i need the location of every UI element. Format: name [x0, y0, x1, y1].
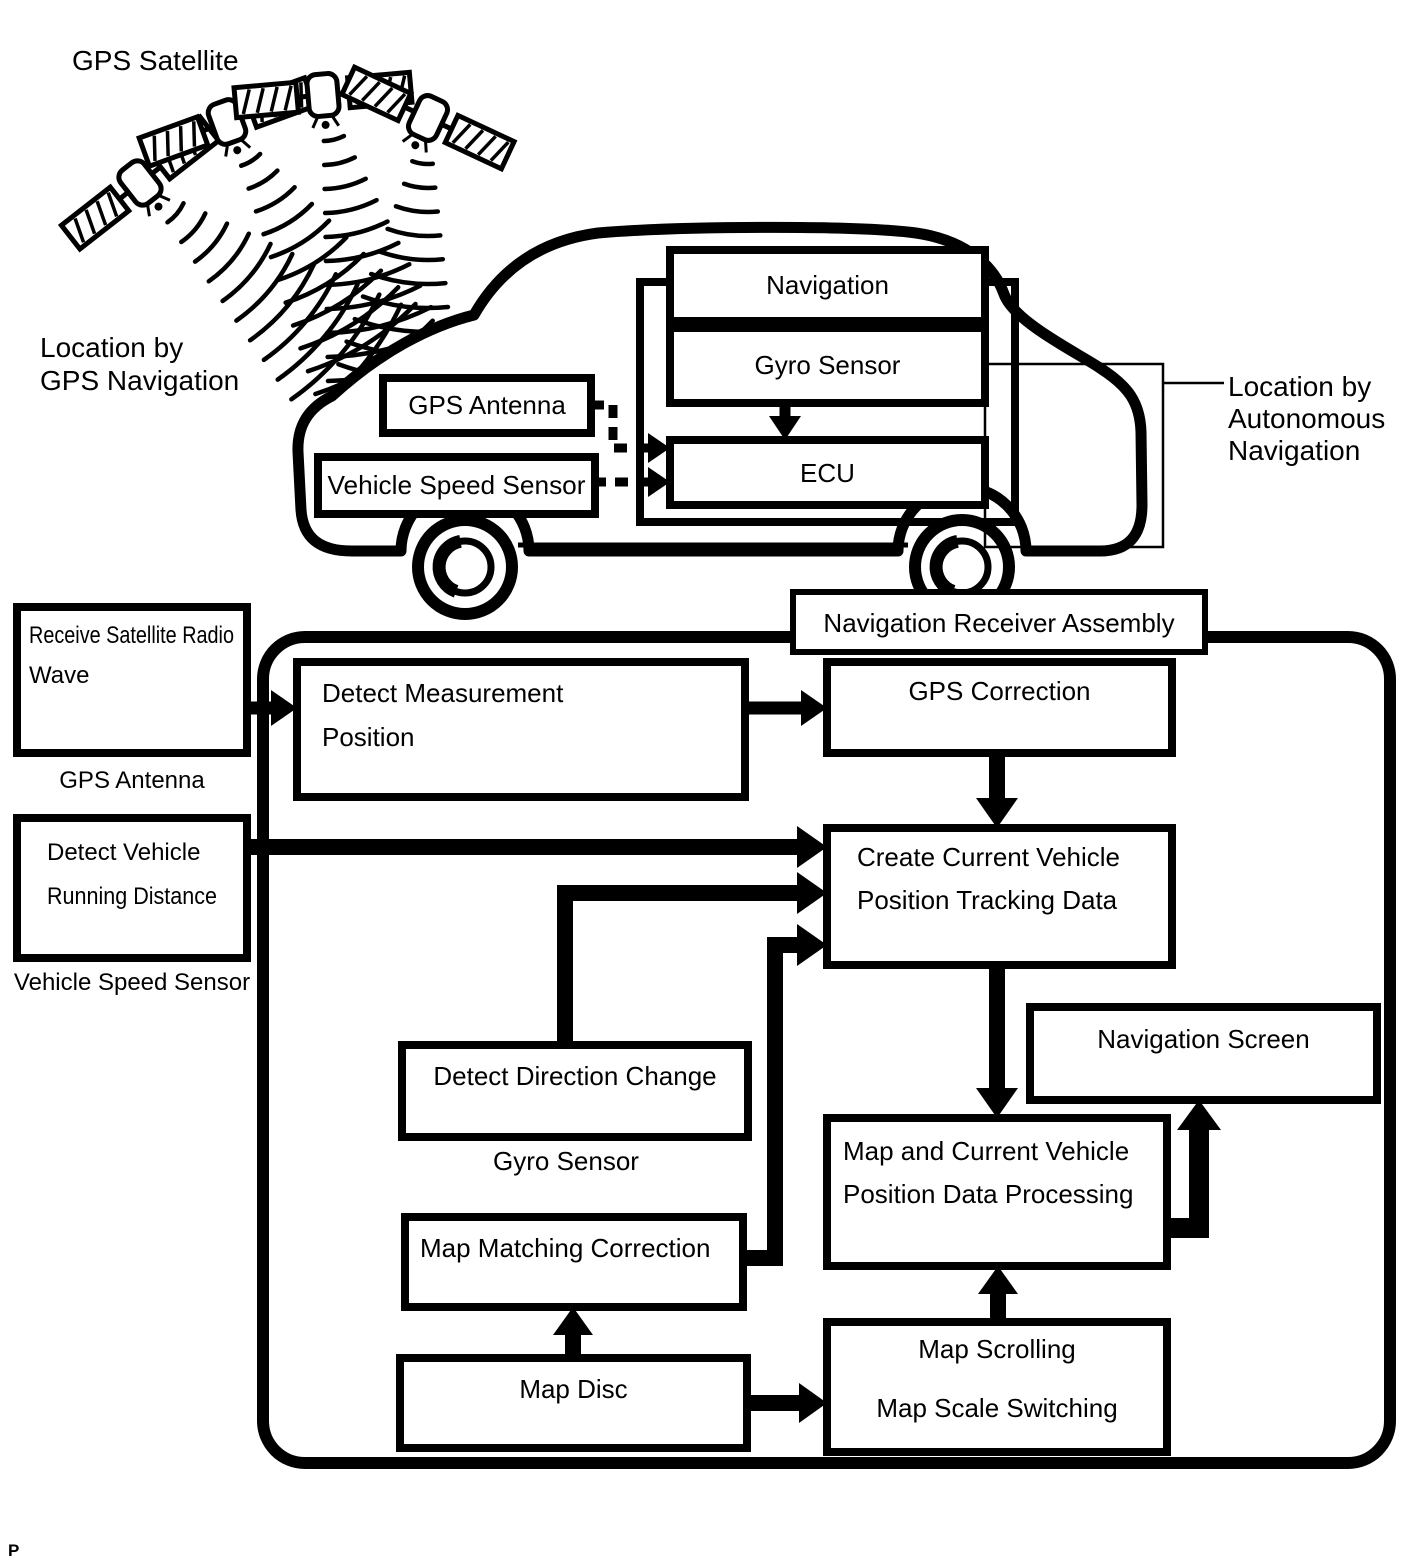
detect-measurement-position-box-label: Position: [322, 722, 415, 752]
map-matching-correction-box: [405, 1217, 743, 1307]
navigation-receiver-assembly-label: [793, 592, 1205, 652]
detect-direction-change-box: [402, 1045, 748, 1137]
detect-direction-change-box-label: Detect Direction Change: [433, 1061, 717, 1091]
gps-antenna-caption: GPS Antenna: [59, 767, 205, 794]
navigation-screen-box: [1030, 1007, 1377, 1100]
map-current-processing-box-label: Position Data Processing: [843, 1179, 1134, 1209]
arrowhead-icon: [553, 1307, 593, 1335]
map-current-processing-box: [827, 1118, 1167, 1266]
navigation-receiver-assembly-label-label: Navigation Receiver Assembly: [823, 608, 1175, 638]
ecu-box: [670, 440, 985, 505]
solar-panel-icon: [61, 187, 128, 249]
gyro-sensor-box-label: Gyro Sensor: [754, 350, 901, 380]
detect-vehicle-running-distance-box-label: Running Distance: [47, 883, 217, 910]
arrowhead-icon: [976, 798, 1018, 828]
navigation-box: [670, 250, 985, 321]
page-corner-mark: P: [8, 1541, 20, 1560]
arrowhead-icon: [797, 826, 827, 868]
create-current-vehicle-box-label: Position Tracking Data: [857, 885, 1118, 915]
detect-measurement-position-box: [297, 662, 745, 797]
gps-satellites: [58, 62, 517, 264]
receive-satellite-radio-wave-box: [17, 607, 247, 753]
gps-satellite-label: [72, 45, 239, 76]
detect-vehicle-running-distance-box-label: Detect Vehicle: [47, 839, 201, 866]
map-scrolling-box-label: Map Scrolling: [918, 1334, 1076, 1364]
gps-satellite-icon: [334, 62, 517, 186]
map-disc-box-label: Map Disc: [519, 1374, 628, 1404]
svg-text:Location by: Location by: [40, 332, 184, 363]
gps-correction-box-label: GPS Correction: [908, 676, 1091, 706]
arrow-create-to-processing: [976, 965, 1018, 1118]
ecu-box-label: ECU: [800, 458, 855, 488]
create-current-vehicle-box-label: Create Current Vehicle: [857, 842, 1121, 872]
receive-satellite-radio-wave-box-label: Wave: [29, 662, 90, 689]
svg-text:Navigation: Navigation: [1228, 435, 1361, 466]
arrowhead-icon: [797, 872, 827, 914]
location-by-autonomous-label: [1228, 371, 1385, 466]
satellite-body-icon: [306, 73, 340, 117]
svg-text:GPS Navigation: GPS Navigation: [40, 365, 240, 396]
flow-diagram: [8, 45, 1390, 1560]
arrow-gps-correction-to-create: [976, 753, 1018, 828]
detect-measurement-position-box-label: Detect Measurement: [322, 678, 564, 708]
location-by-gps-label: [40, 332, 239, 396]
arrowhead-icon: [1177, 1100, 1221, 1130]
create-current-vehicle-box: [827, 828, 1172, 965]
receive-satellite-radio-wave-box-label: Receive Satellite Radio: [29, 622, 234, 649]
arrowhead-icon: [799, 1383, 827, 1423]
map-disc-box: [400, 1358, 747, 1448]
gyro-sensor-caption: Gyro Sensor: [493, 1146, 639, 1176]
arrow-scrolling-to-processing: [978, 1266, 1018, 1322]
svg-text:GPS Satellite: GPS Satellite: [72, 45, 239, 76]
front-wheel-icon: [418, 520, 512, 614]
map-current-processing-box-label: Map and Current Vehicle: [843, 1136, 1130, 1166]
detect-vehicle-running-distance-box: [17, 818, 247, 958]
arrow-receive-to-detect: [247, 690, 297, 726]
svg-text:Autonomous: Autonomous: [1228, 403, 1386, 434]
gps-antenna-box-label: GPS Antenna: [408, 390, 566, 420]
arrow-matching-to-create: [743, 924, 827, 1258]
map-matching-correction-box-label: Map Matching Correction: [420, 1233, 711, 1263]
arrow-disc-to-scrolling: [747, 1383, 827, 1423]
arrow-detect-to-gps-correction: [745, 690, 827, 726]
navigation-screen-box-label: Navigation Screen: [1097, 1024, 1310, 1054]
arrow-direction-change-to-create: [565, 872, 827, 1045]
svg-text:Location by: Location by: [1228, 371, 1372, 402]
vehicle-speed-sensor-box-label: Vehicle Speed Sensor: [327, 470, 586, 500]
arrowhead-icon: [978, 1266, 1018, 1294]
gps-antenna-box: [383, 378, 591, 433]
map-scrolling-box-label: Map Scale Switching: [876, 1393, 1118, 1423]
vehicle-speed-sensor-caption: Vehicle Speed Sensor: [13, 969, 251, 996]
arrow-disc-to-matching: [553, 1307, 593, 1358]
arrowhead-icon: [976, 1088, 1018, 1118]
navigation-box-label: Navigation: [766, 270, 889, 300]
map-scrolling-box: [827, 1322, 1167, 1452]
arrowhead-icon: [797, 924, 827, 966]
gps-correction-box: [827, 662, 1172, 753]
gyro-sensor-box: [670, 328, 985, 403]
arrow-speed-to-create: [247, 826, 827, 868]
arrow-processing-to-screen: [1167, 1100, 1221, 1228]
vehicle-speed-sensor-box: [318, 457, 595, 514]
